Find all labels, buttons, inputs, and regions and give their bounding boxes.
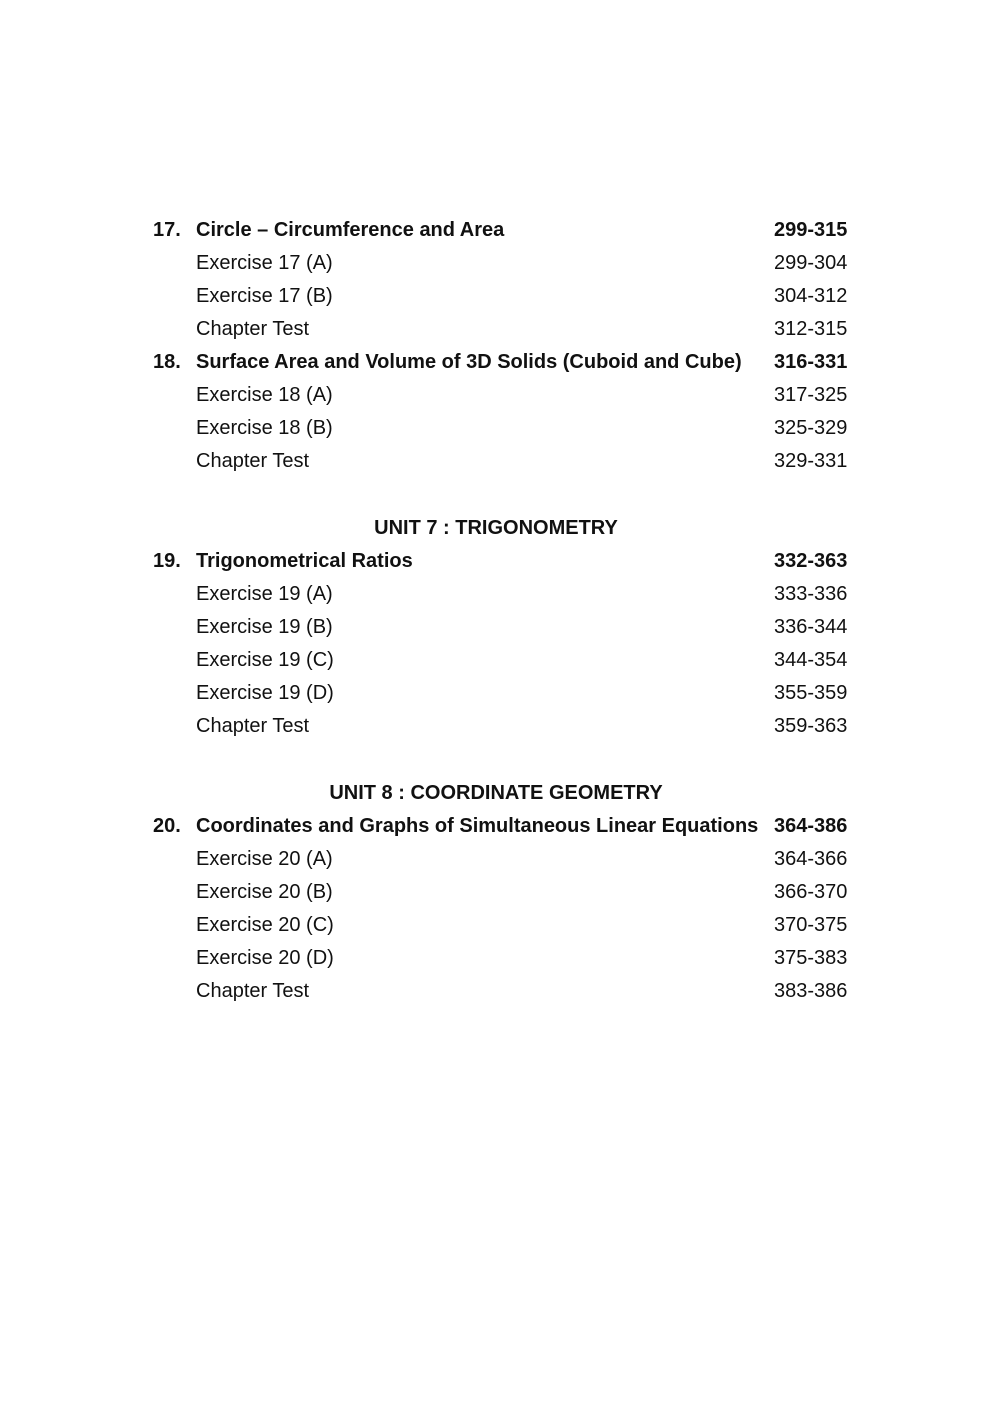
exercise-row bbox=[0, 942, 992, 975]
chapter-number: 17. bbox=[153, 219, 181, 241]
chapter-number: 20. bbox=[153, 815, 181, 837]
exercise-pages: 299-304 bbox=[774, 252, 848, 274]
exercise-pages: 304-312 bbox=[774, 285, 848, 307]
exercise-pages: 312-315 bbox=[774, 318, 848, 340]
chapter-title: Circle – Circumference and Area bbox=[196, 219, 505, 241]
exercise-row bbox=[0, 313, 992, 346]
chapter-pages: 316-331 bbox=[774, 351, 848, 373]
exercise-title: Exercise 18 (A) bbox=[196, 384, 333, 406]
chapter-number: 19. bbox=[153, 550, 181, 572]
exercise-row bbox=[0, 975, 992, 1008]
exercise-row bbox=[0, 909, 992, 942]
chapter-title: Coordinates and Graphs of Simultaneous Linear Equations bbox=[196, 815, 759, 837]
exercise-title: Chapter Test bbox=[196, 715, 310, 737]
exercise-row bbox=[0, 445, 992, 478]
chapter-row bbox=[0, 545, 992, 578]
exercise-title: Exercise 19 (B) bbox=[196, 616, 333, 638]
exercise-pages: 344-354 bbox=[774, 649, 848, 671]
exercise-title: Exercise 19 (D) bbox=[196, 682, 334, 704]
exercise-row bbox=[0, 280, 992, 313]
exercise-title: Exercise 20 (B) bbox=[196, 881, 333, 903]
exercise-title: Chapter Test bbox=[196, 450, 310, 472]
exercise-pages: 325-329 bbox=[774, 417, 848, 439]
table-of-contents bbox=[0, 214, 992, 1008]
exercise-pages: 375-383 bbox=[774, 947, 848, 969]
exercise-pages: 336-344 bbox=[774, 616, 848, 638]
exercise-title: Chapter Test bbox=[196, 318, 310, 340]
exercise-row bbox=[0, 611, 992, 644]
chapter-title: Trigonometrical Ratios bbox=[196, 550, 413, 572]
exercise-title: Exercise 18 (B) bbox=[196, 417, 333, 439]
chapter-row bbox=[0, 346, 992, 379]
exercise-title: Exercise 20 (C) bbox=[196, 914, 334, 936]
exercise-pages: 383-386 bbox=[774, 980, 848, 1002]
exercise-pages: 329-331 bbox=[774, 450, 848, 472]
exercise-pages: 359-363 bbox=[774, 715, 848, 737]
exercise-row bbox=[0, 677, 992, 710]
exercise-pages: 317-325 bbox=[774, 384, 848, 406]
chapter-pages: 299-315 bbox=[774, 219, 848, 241]
exercise-pages: 366-370 bbox=[774, 881, 848, 903]
exercise-row bbox=[0, 843, 992, 876]
chapter-row bbox=[0, 810, 992, 843]
exercise-pages: 370-375 bbox=[774, 914, 848, 936]
exercise-row bbox=[0, 247, 992, 280]
exercise-row bbox=[0, 710, 992, 743]
exercise-title: Chapter Test bbox=[196, 980, 310, 1002]
exercise-row bbox=[0, 379, 992, 412]
exercise-row bbox=[0, 412, 992, 445]
exercise-title: Exercise 20 (A) bbox=[196, 848, 333, 870]
unit-heading: UNIT 8 : COORDINATE GEOMETRY bbox=[329, 782, 663, 804]
exercise-pages: 364-366 bbox=[774, 848, 848, 870]
exercise-title: Exercise 19 (A) bbox=[196, 583, 333, 605]
exercise-pages: 333-336 bbox=[774, 583, 848, 605]
unit-heading: UNIT 7 : TRIGONOMETRY bbox=[374, 517, 618, 539]
exercise-title: Exercise 17 (B) bbox=[196, 285, 333, 307]
chapter-title: Surface Area and Volume of 3D Solids (Cuboid and Cube) bbox=[196, 351, 742, 373]
chapter-pages: 332-363 bbox=[774, 550, 848, 572]
exercise-row bbox=[0, 876, 992, 909]
exercise-title: Exercise 17 (A) bbox=[196, 252, 333, 274]
chapter-pages: 364-386 bbox=[774, 815, 848, 837]
exercise-row bbox=[0, 578, 992, 611]
exercise-title: Exercise 19 (C) bbox=[196, 649, 334, 671]
exercise-row bbox=[0, 644, 992, 677]
exercise-title: Exercise 20 (D) bbox=[196, 947, 334, 969]
exercise-pages: 355-359 bbox=[774, 682, 848, 704]
chapter-row bbox=[0, 214, 992, 247]
chapter-number: 18. bbox=[153, 351, 181, 373]
